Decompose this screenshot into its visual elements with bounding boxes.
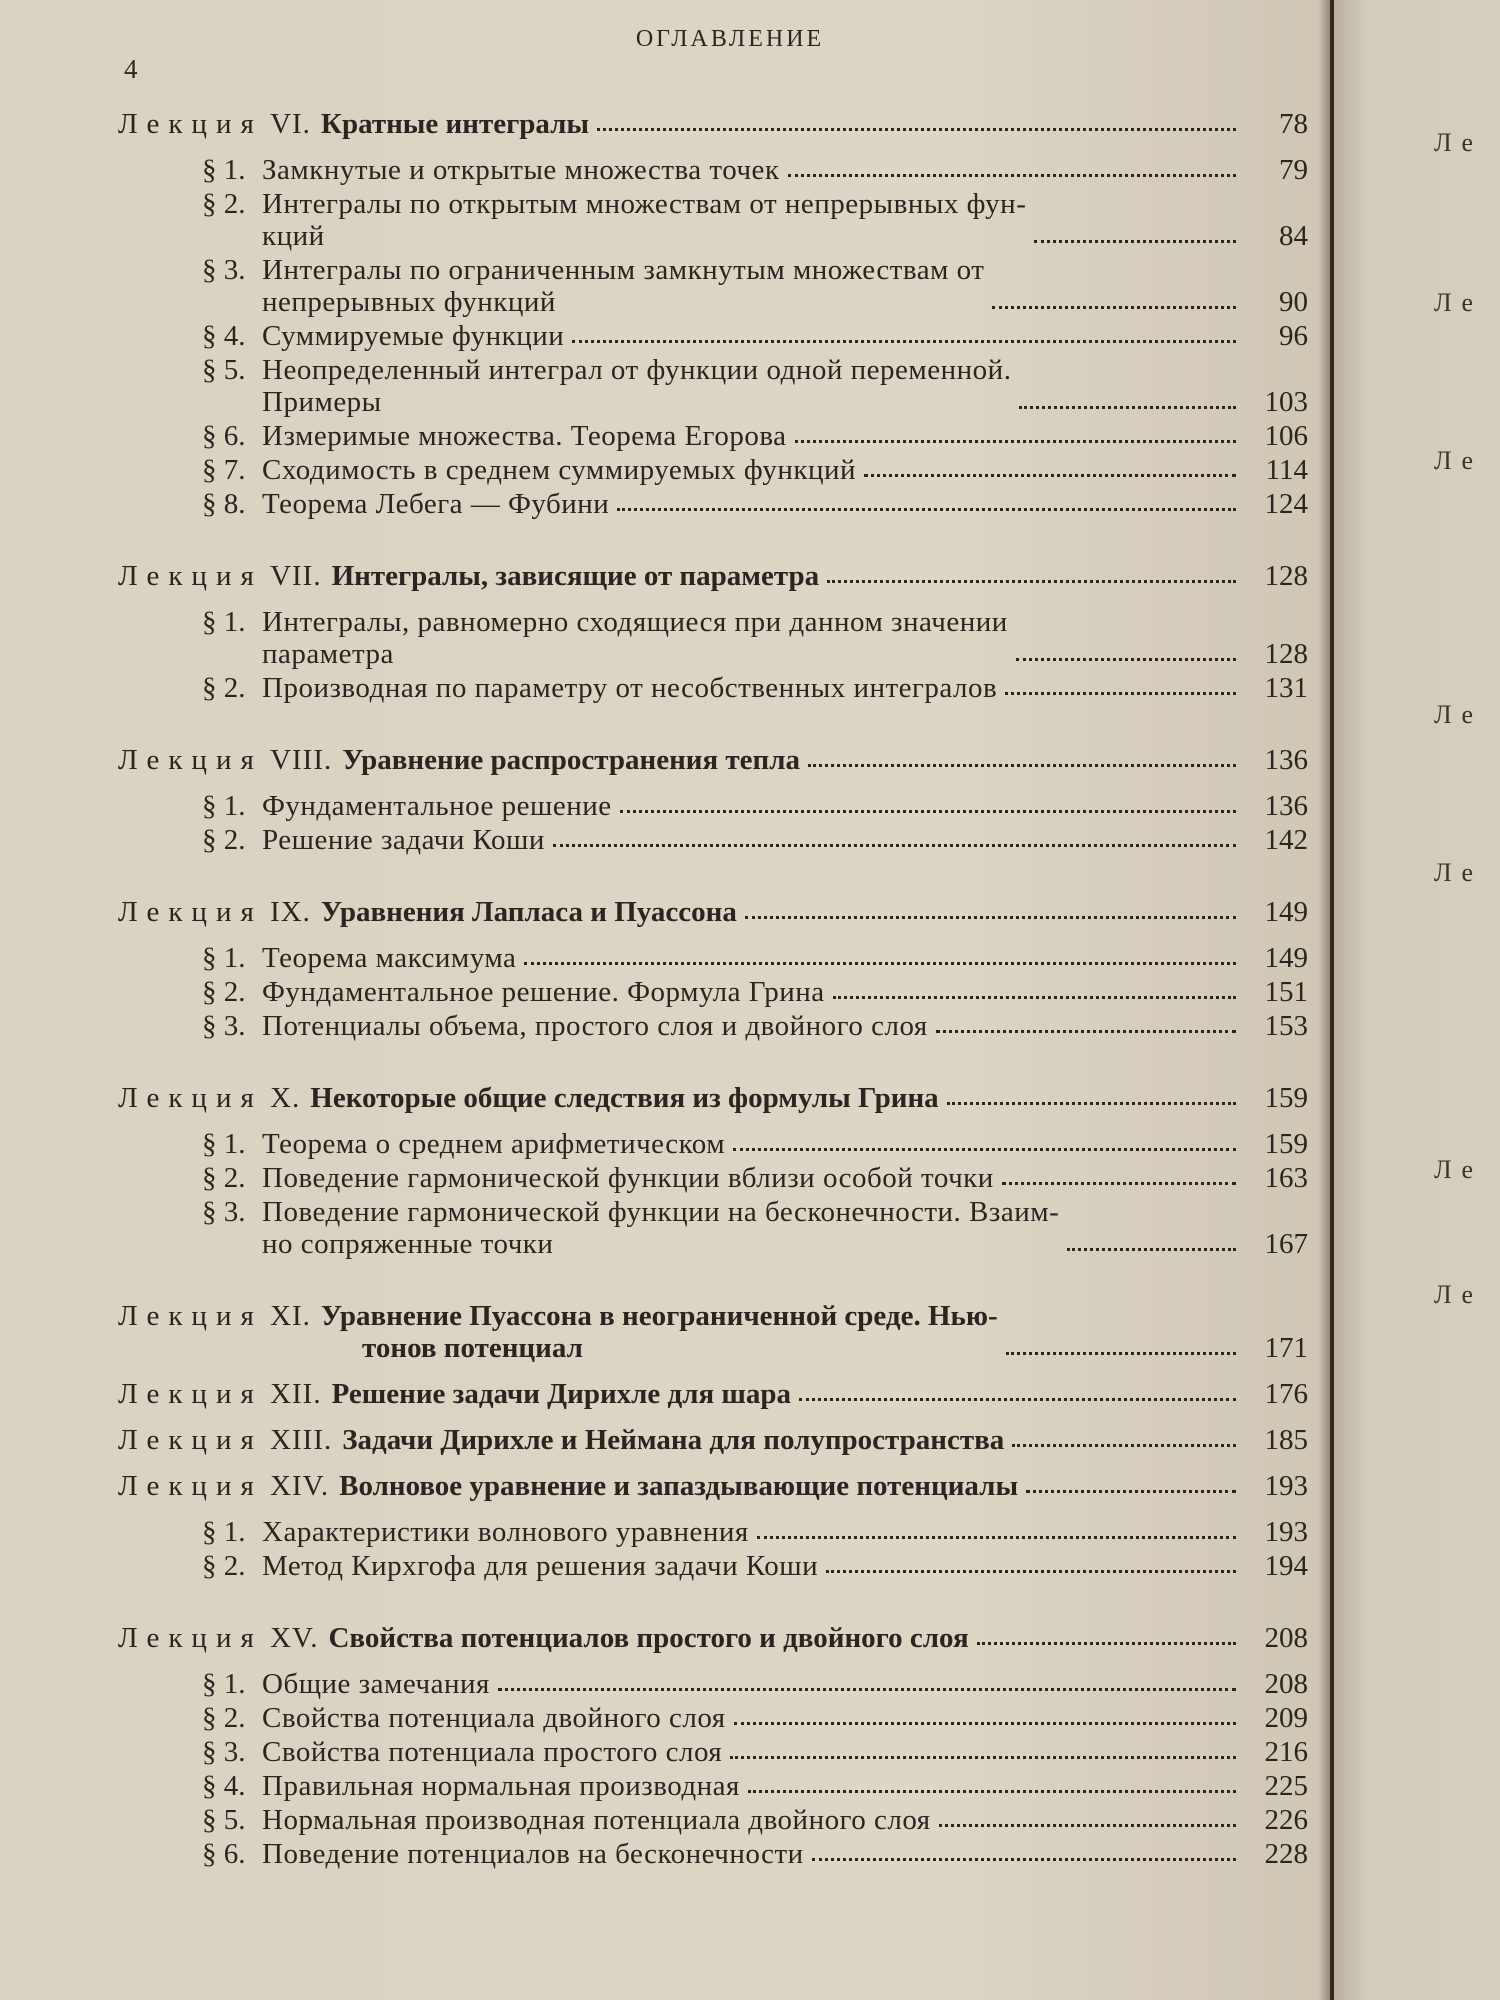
section-text: [202, 1128, 725, 1160]
dot-leader: [812, 1858, 1236, 1861]
section-text: [202, 420, 787, 452]
lecture-title: Волновое уравнение и запаздывающие потенциалы: [339, 1470, 1019, 1502]
section-number: § 3.: [202, 1196, 246, 1228]
section-text: [202, 354, 1011, 418]
page-ref: 185: [1264, 1424, 1308, 1456]
lecture-heading-text: [118, 1082, 939, 1114]
section-list: [202, 790, 1308, 856]
section-number: § 3.: [202, 1010, 246, 1042]
page-ref: 96: [1279, 320, 1308, 352]
section-number: § 5.: [202, 1804, 246, 1836]
section-entry: [202, 672, 1308, 704]
section-entry: [202, 354, 1308, 418]
page-ref: 78: [1279, 108, 1308, 140]
lecture-heading-text: [118, 1470, 1018, 1502]
lecture-heading-text: [118, 896, 737, 928]
section-entry: [202, 824, 1308, 856]
dot-leader: [597, 128, 1236, 131]
page-ref: 167: [1264, 1228, 1308, 1260]
section-entry: [202, 1516, 1308, 1548]
lecture-word: Лекция: [118, 896, 263, 928]
lecture-word: Лекция: [118, 1082, 263, 1114]
section-entry: [202, 790, 1308, 822]
page-ref: 153: [1264, 1010, 1308, 1042]
section-number: § 2.: [202, 672, 246, 704]
section-number: § 1.: [202, 942, 246, 974]
page-ref: 149: [1264, 896, 1308, 928]
section-title-continued: но сопряженные точки: [262, 1228, 554, 1260]
section-title-continued: кций: [262, 220, 325, 252]
section-number: § 6.: [202, 420, 246, 452]
section-list: [202, 942, 1308, 1042]
section-text: [202, 942, 516, 974]
dot-leader: [748, 1790, 1236, 1793]
lecture-number: XI.: [270, 1300, 311, 1332]
section-entry: [202, 454, 1308, 486]
section-list: [202, 606, 1308, 704]
page-ref: 136: [1264, 744, 1308, 776]
lecture-word: Лекция: [118, 560, 263, 592]
section-text: [202, 1770, 740, 1802]
page-ref: 193: [1264, 1516, 1308, 1548]
lecture-entry: [118, 1300, 1308, 1364]
section-title: Неопределенный интеграл от функции одной переменной.: [262, 354, 1012, 386]
lecture-heading: [118, 1622, 1308, 1654]
section-number: § 2.: [202, 1550, 246, 1582]
section-number: § 2.: [202, 188, 246, 220]
section-number: § 1.: [202, 1516, 246, 1548]
section-text: [202, 254, 984, 318]
dot-leader: [992, 306, 1236, 309]
table-of-contents: [118, 108, 1308, 1882]
section-entry: [202, 488, 1308, 520]
lecture-entry: [118, 560, 1308, 704]
lecture-title: Свойства потенциалов простого и двойного слоя: [328, 1622, 969, 1654]
section-entry: [202, 942, 1308, 974]
lecture-heading-text: [118, 108, 589, 140]
section-text: [202, 454, 856, 486]
lecture-title: Интегралы, зависящие от параметра: [331, 560, 820, 592]
page-ref: 128: [1264, 638, 1308, 670]
lecture-heading-text: [118, 1300, 998, 1364]
lecture-word: Лекция: [118, 1378, 263, 1410]
page-ref: 84: [1279, 220, 1308, 252]
lecture-heading: [118, 108, 1308, 140]
lecture-heading: [118, 1424, 1308, 1456]
lecture-heading-text: [118, 1424, 1004, 1456]
page-ref: 114: [1265, 454, 1308, 486]
page-ref: 209: [1264, 1702, 1308, 1734]
section-title: Замкнутые и открытые множества точек: [262, 154, 780, 186]
page-ref: 103: [1264, 386, 1308, 418]
page-ref: 171: [1264, 1332, 1308, 1364]
lecture-number: XV.: [270, 1622, 319, 1654]
dot-leader: [936, 1030, 1236, 1033]
dot-leader: [826, 1570, 1236, 1573]
section-text: [202, 1010, 928, 1042]
section-title: Измеримые множества. Теорема Егорова: [262, 420, 787, 452]
section-text: [202, 1702, 726, 1734]
section-entry: [202, 1770, 1308, 1802]
section-entry: [202, 1668, 1308, 1700]
dot-leader: [757, 1536, 1236, 1539]
facing-page-fragment: Ле: [1434, 1280, 1483, 1309]
lecture-number: XIV.: [270, 1470, 330, 1502]
lecture-entry: [118, 896, 1308, 1042]
section-entry: [202, 320, 1308, 352]
section-entry: [202, 188, 1308, 252]
dot-leader: [1005, 692, 1236, 695]
lecture-heading: [118, 744, 1308, 776]
section-title: Фундаментальное решение. Формула Грина: [262, 976, 825, 1008]
lecture-number: VIII.: [270, 744, 333, 776]
section-title: Метод Кирхгофа для решения задачи Коши: [262, 1550, 819, 1582]
section-title: Производная по параметру от несобственных интегралов: [262, 672, 998, 704]
page-ref: 225: [1264, 1770, 1308, 1802]
section-entry: [202, 1804, 1308, 1836]
section-number: § 2.: [202, 1162, 246, 1194]
section-title: Интегралы по открытым множествам от непрерывных фун-: [262, 188, 1027, 220]
section-number: § 2.: [202, 976, 246, 1008]
dot-leader: [617, 508, 1236, 511]
dot-leader: [733, 1148, 1236, 1151]
page-ref: 208: [1264, 1668, 1308, 1700]
section-text: [202, 672, 997, 704]
facing-page-fragment: Ле: [1434, 700, 1483, 729]
page-ref: 79: [1279, 154, 1308, 186]
section-entry: [202, 1196, 1308, 1260]
section-entry: [202, 1702, 1308, 1734]
dot-leader: [1067, 1248, 1236, 1251]
facing-page-fragment: Ле: [1434, 128, 1483, 157]
lecture-heading-text: [118, 560, 819, 592]
section-number: § 3.: [202, 1736, 246, 1768]
section-text: [202, 154, 780, 186]
section-title: Теорема максимума: [262, 942, 517, 974]
lecture-heading: [118, 1378, 1308, 1410]
facing-page-fragment: Ле: [1434, 288, 1483, 317]
section-text: [202, 1516, 749, 1548]
section-list: [202, 154, 1308, 520]
dot-leader: [864, 474, 1236, 477]
section-text: [202, 488, 609, 520]
section-title: Интегралы, равномерно сходящиеся при данном значении: [262, 606, 1008, 638]
section-text: [202, 1736, 722, 1768]
section-number: § 1.: [202, 1128, 246, 1160]
section-number: § 4.: [202, 1770, 246, 1802]
page-ref: 151: [1264, 976, 1308, 1008]
dot-leader: [1016, 658, 1236, 661]
lecture-number: XII.: [270, 1378, 322, 1410]
dot-leader: [833, 996, 1236, 999]
section-entry: [202, 1162, 1308, 1194]
section-text: [202, 320, 564, 352]
page-ref: 124: [1264, 488, 1308, 520]
section-entry: [202, 1010, 1308, 1042]
section-text: [202, 1196, 1059, 1260]
dot-leader: [1012, 1444, 1236, 1447]
page-ref: 216: [1264, 1736, 1308, 1768]
section-number: § 1.: [202, 790, 246, 822]
lecture-title: Уравнение распространения тепла: [342, 744, 801, 776]
dot-leader: [939, 1824, 1236, 1827]
section-title: Нормальная производная потенциала двойного слоя: [262, 1804, 931, 1836]
lecture-title-continued: тонов потенциал: [362, 1332, 583, 1364]
page-ref: 131: [1264, 672, 1308, 704]
lecture-entry: [118, 1622, 1308, 1870]
lecture-heading-text: [118, 1378, 791, 1410]
page-ref: 90: [1279, 286, 1308, 318]
lecture-number: XIII.: [270, 1424, 333, 1456]
section-entry: [202, 1736, 1308, 1768]
page-ref: 208: [1264, 1622, 1308, 1654]
lecture-heading: [118, 1082, 1308, 1114]
dot-leader: [498, 1688, 1236, 1691]
section-number: § 1.: [202, 154, 246, 186]
dot-leader: [1019, 406, 1236, 409]
section-entry: [202, 420, 1308, 452]
page-ref: 159: [1264, 1128, 1308, 1160]
section-text: [202, 790, 612, 822]
section-list: [202, 1668, 1308, 1870]
lecture-word: Лекция: [118, 1470, 263, 1502]
lecture-word: Лекция: [118, 744, 263, 776]
section-entry: [202, 1128, 1308, 1160]
section-title: Теорема Лебега — Фубини: [262, 488, 610, 520]
section-title: Правильная нормальная производная: [262, 1770, 740, 1802]
facing-page-fragment: Ле: [1434, 1155, 1483, 1184]
dot-leader: [799, 1398, 1236, 1401]
lecture-heading: [118, 560, 1308, 592]
section-number: § 4.: [202, 320, 246, 352]
section-entry: [202, 976, 1308, 1008]
page-ref: 163: [1264, 1162, 1308, 1194]
section-title: Фундаментальное решение: [262, 790, 612, 822]
dot-leader: [1026, 1490, 1236, 1493]
lecture-entry: [118, 1082, 1308, 1260]
lecture-entry: [118, 744, 1308, 856]
lecture-heading: [118, 1300, 1308, 1364]
dot-leader: [1034, 240, 1236, 243]
lecture-entry: [118, 108, 1308, 520]
section-title: Поведение гармонической функции вблизи особой точки: [262, 1162, 994, 1194]
section-text: [202, 1550, 818, 1582]
section-text: [202, 606, 1008, 670]
page-ref: 142: [1264, 824, 1308, 856]
lecture-number: VII.: [270, 560, 322, 592]
page-ref: 159: [1264, 1082, 1308, 1114]
page-ref: 226: [1264, 1804, 1308, 1836]
section-title: Потенциалы объема, простого слоя и двойного слоя: [262, 1010, 928, 1042]
dot-leader: [730, 1756, 1236, 1759]
lecture-title: Уравнения Лапласа и Пуассона: [320, 896, 737, 928]
lecture-word: Лекция: [118, 1424, 263, 1456]
lecture-entry: [118, 1470, 1308, 1582]
section-title: Решение задачи Коши: [262, 824, 545, 856]
lecture-entry: [118, 1424, 1308, 1456]
page-ref: 194: [1264, 1550, 1308, 1582]
section-title: Теорема о среднем арифметическом: [262, 1128, 726, 1160]
lecture-heading-text: [118, 1622, 969, 1654]
section-title: Свойства потенциала простого слоя: [262, 1736, 723, 1768]
dot-leader: [977, 1642, 1236, 1645]
facing-page-edge: [1334, 0, 1500, 2000]
dot-leader: [795, 440, 1236, 443]
lecture-title: Кратные интегралы: [320, 108, 590, 140]
page-ref: 193: [1264, 1470, 1308, 1502]
dot-leader: [808, 764, 1236, 767]
page-ref: 228: [1264, 1838, 1308, 1870]
section-number: § 7.: [202, 454, 246, 486]
running-title: ОГЛАВЛЕНИЕ: [635, 26, 825, 52]
dot-leader: [734, 1722, 1236, 1725]
section-entry: [202, 1838, 1308, 1870]
page-number: 4: [124, 54, 138, 84]
lecture-heading: [118, 1470, 1308, 1502]
section-entry: [202, 1550, 1308, 1582]
section-number: § 5.: [202, 354, 246, 386]
section-text: [202, 188, 1026, 252]
section-number: § 2.: [202, 824, 246, 856]
lecture-word: Лекция: [118, 108, 263, 140]
section-title: Характеристики волнового уравнения: [262, 1516, 749, 1548]
dot-leader: [947, 1102, 1236, 1105]
section-title: Сходимость в среднем суммируемых функций: [262, 454, 857, 486]
lecture-entry: [118, 1378, 1308, 1410]
section-text: [202, 1804, 931, 1836]
facing-page-fragment: Ле: [1434, 858, 1483, 887]
lecture-number: VI.: [270, 108, 311, 140]
section-text: [202, 1162, 994, 1194]
section-title-continued: параметра: [262, 638, 394, 670]
section-title-continued: Примеры: [262, 386, 382, 418]
dot-leader: [620, 810, 1236, 813]
page-ref: 149: [1264, 942, 1308, 974]
section-number: § 6.: [202, 1838, 246, 1870]
dot-leader: [1002, 1182, 1236, 1185]
section-number: § 2.: [202, 1702, 246, 1734]
section-text: [202, 824, 545, 856]
lecture-number: X.: [270, 1082, 301, 1114]
section-title: Свойства потенциала двойного слоя: [262, 1702, 726, 1734]
dot-leader: [572, 340, 1236, 343]
dot-leader: [827, 580, 1236, 583]
section-text: [202, 1838, 804, 1870]
section-number: § 3.: [202, 254, 246, 286]
section-number: § 1.: [202, 606, 246, 638]
page-ref: 136: [1264, 790, 1308, 822]
lecture-title: Некоторые общие следствия из формулы Грина: [310, 1082, 939, 1114]
section-entry: [202, 606, 1308, 670]
section-title: Поведение гармонической функции на бесконечности. Взаим-: [262, 1196, 1060, 1228]
page-ref: 176: [1264, 1378, 1308, 1410]
section-list: [202, 1516, 1308, 1582]
section-entry: [202, 154, 1308, 186]
section-text: [202, 976, 825, 1008]
lecture-word: Лекция: [118, 1300, 263, 1332]
dot-leader: [524, 962, 1236, 965]
section-title: Поведение потенциалов на бесконечности: [262, 1838, 804, 1870]
section-list: [202, 1128, 1308, 1260]
page-ref: 106: [1264, 420, 1308, 452]
section-text: [202, 1668, 490, 1700]
lecture-title: Уравнение Пуассона в неограниченной среде. Нью-: [320, 1300, 998, 1332]
section-title: Суммируемые функции: [262, 320, 565, 352]
facing-page-fragment: Ле: [1434, 446, 1483, 475]
lecture-title: Решение задачи Дирихле для шара: [331, 1378, 792, 1410]
lecture-number: IX.: [270, 896, 311, 928]
section-title: Интегралы по ограниченным замкнутым множествам от: [262, 254, 985, 286]
section-number: § 8.: [202, 488, 246, 520]
lecture-heading-text: [118, 744, 800, 776]
section-number: § 1.: [202, 1668, 246, 1700]
section-entry: [202, 254, 1308, 318]
lecture-heading: [118, 896, 1308, 928]
dot-leader: [788, 174, 1236, 177]
dot-leader: [1006, 1352, 1236, 1355]
dot-leader: [745, 916, 1236, 919]
page-ref: 128: [1264, 560, 1308, 592]
section-title-continued: непрерывных функций: [262, 286, 556, 318]
lecture-title: Задачи Дирихле и Неймана для полупространства: [342, 1424, 1005, 1456]
dot-leader: [553, 844, 1236, 847]
section-title: Общие замечания: [262, 1668, 490, 1700]
lecture-word: Лекция: [118, 1622, 263, 1654]
